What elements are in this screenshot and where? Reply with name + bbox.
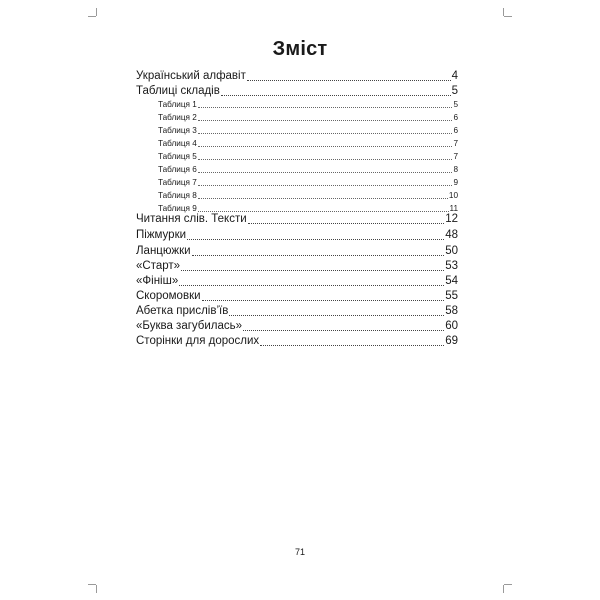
page-title: Зміст (272, 38, 328, 60)
toc-subentry[interactable] (136, 137, 458, 150)
toc-entry-page: 69 (445, 335, 458, 347)
crop-mark (504, 16, 512, 17)
toc-subentry-page: 7 (453, 139, 458, 148)
toc-subentry-page: 11 (449, 204, 458, 213)
toc-entry[interactable] (136, 258, 458, 274)
toc-entry-page: 12 (445, 213, 458, 225)
toc-subentry-page: 6 (453, 113, 458, 122)
dot-leader (229, 315, 444, 316)
dot-leader (198, 133, 453, 134)
toc-entry[interactable] (136, 288, 458, 304)
crop-mark (503, 585, 504, 593)
crop-mark (96, 585, 97, 593)
crop-mark (88, 584, 96, 585)
toc-entry-page: 4 (451, 70, 458, 82)
toc-entry-label: Абетка прислів’їв (136, 305, 229, 317)
toc-subentry-page: 6 (453, 126, 458, 135)
toc-subentry-label: Таблиця 8 (158, 191, 197, 200)
toc-entry-page: 60 (445, 320, 458, 332)
toc-subentry-label: Таблиця 3 (158, 126, 197, 135)
toc-subentry[interactable] (136, 124, 458, 137)
dot-leader (198, 172, 453, 173)
dot-leader (202, 300, 445, 301)
dot-leader (198, 159, 453, 160)
toc-subentry[interactable] (136, 150, 458, 163)
dot-leader (179, 285, 444, 286)
crop-mark (88, 16, 96, 17)
toc-subentry-label: Таблиця 4 (158, 139, 197, 148)
toc-entry[interactable] (136, 333, 458, 349)
toc-subentry-label: Таблиця 1 (158, 100, 197, 109)
toc-entry-label: Піжмурки (136, 229, 187, 241)
dot-leader (181, 270, 444, 271)
toc-subentry-label: Таблиця 6 (158, 165, 197, 174)
toc-entry-page: 5 (451, 85, 458, 97)
toc-entry[interactable] (136, 83, 458, 99)
toc-entry[interactable] (136, 303, 458, 319)
dot-leader (198, 107, 453, 108)
toc-entry-label: Таблиці складів (136, 85, 220, 97)
dot-leader (243, 330, 444, 331)
dot-leader (198, 198, 448, 199)
toc-entry-label: Сторінки для дорослих (136, 335, 260, 347)
dot-leader (247, 80, 451, 81)
toc-subentry-label: Таблиця 9 (158, 204, 197, 213)
toc-entry-page: 48 (445, 229, 458, 241)
toc-subentry-label: Таблиця 5 (158, 152, 197, 161)
toc-entry[interactable] (136, 211, 458, 227)
toc-subentry-page: 5 (453, 100, 458, 109)
toc-entry-label: Читання слів. Тексти (136, 213, 247, 225)
toc-subentry[interactable] (136, 98, 458, 111)
toc-entry-page: 54 (445, 275, 458, 287)
page-number: 71 (294, 547, 305, 557)
toc-entry-page: 53 (445, 260, 458, 272)
toc-entry-label: Український алфавіт (136, 70, 246, 82)
toc-entry-label: Ланцюжки (136, 245, 191, 257)
toc-subentry[interactable] (136, 189, 458, 202)
toc-entry-label: «Старт» (136, 260, 181, 272)
dot-leader (198, 185, 453, 186)
toc-subentry[interactable] (136, 176, 458, 189)
crop-mark (503, 8, 504, 16)
toc-entry[interactable] (136, 227, 458, 243)
dot-leader (192, 255, 445, 256)
toc-entry[interactable] (136, 273, 458, 289)
toc-subentry-label: Таблиця 2 (158, 113, 197, 122)
toc-entry-label: «Буква загубилась» (136, 320, 243, 332)
crop-mark (96, 8, 97, 16)
dot-leader (198, 146, 453, 147)
toc-subentry-page: 7 (453, 152, 458, 161)
toc-entry-page: 55 (445, 290, 458, 302)
toc-entry-page: 50 (445, 245, 458, 257)
crop-mark (504, 584, 512, 585)
dot-leader (221, 95, 451, 96)
toc-subentry[interactable] (136, 111, 458, 124)
toc-entry-label: Скоромовки (136, 290, 201, 302)
toc-entry-page: 58 (445, 305, 458, 317)
dot-leader (260, 345, 444, 346)
toc-entry[interactable] (136, 243, 458, 259)
toc-subentry-page: 9 (453, 178, 458, 187)
toc-subentry-page: 8 (453, 165, 458, 174)
toc-entry[interactable] (136, 68, 458, 84)
toc-entry-label: «Фініш» (136, 275, 179, 287)
dot-leader (248, 223, 445, 224)
toc-subentry[interactable] (136, 163, 458, 176)
toc-subentry-page: 10 (448, 191, 458, 200)
toc-subentry-label: Таблиця 7 (158, 178, 197, 187)
dot-leader (198, 120, 453, 121)
dot-leader (187, 239, 444, 240)
toc-entry[interactable] (136, 318, 458, 334)
